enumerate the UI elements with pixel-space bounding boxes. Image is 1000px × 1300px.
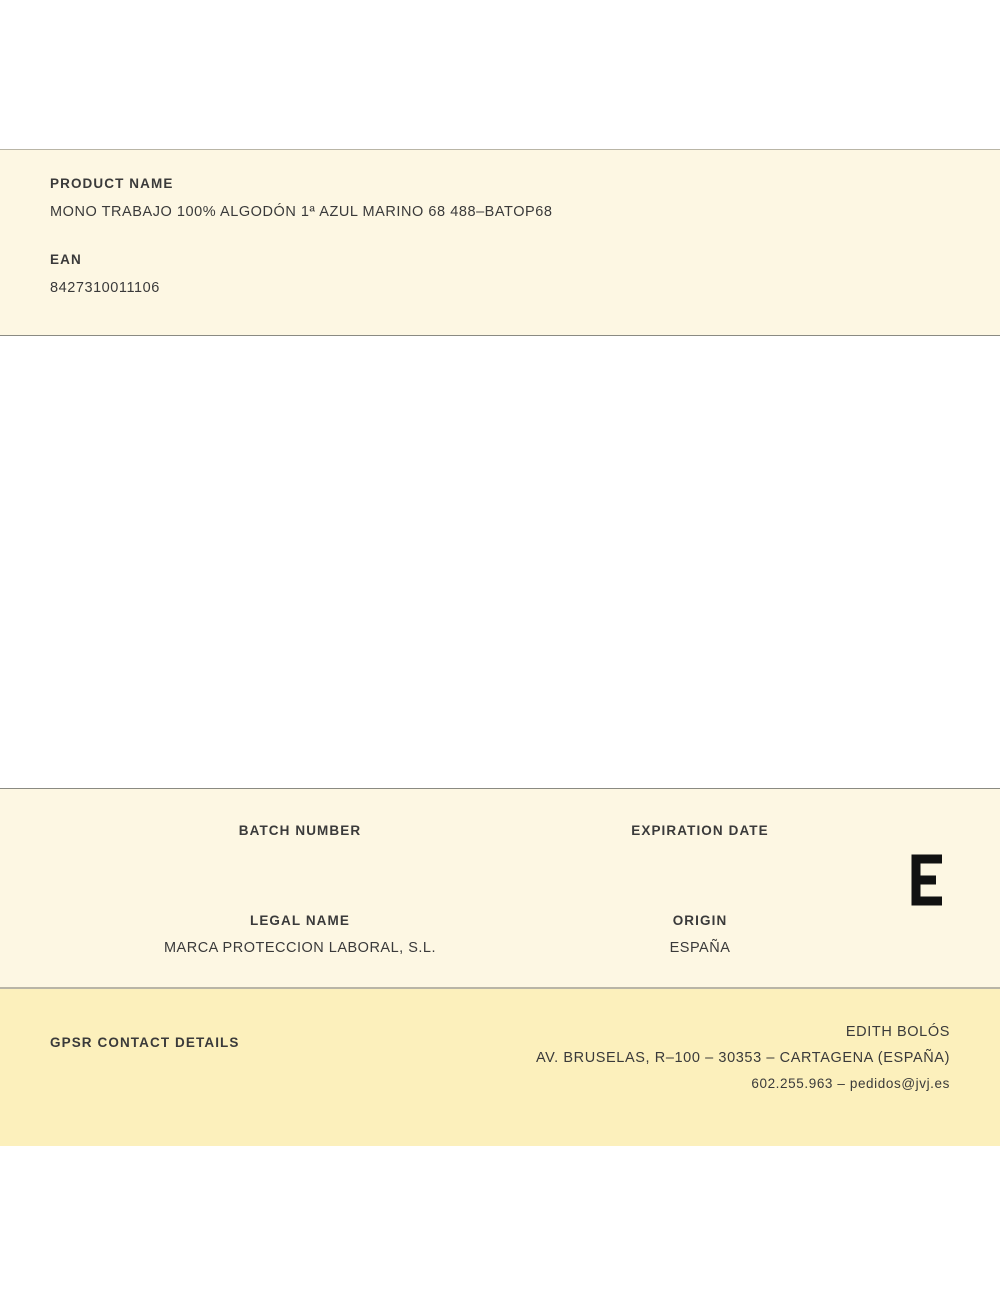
ean-label: EAN <box>50 252 82 267</box>
product-info-block <box>0 149 1000 336</box>
batch-number-label: BATCH NUMBER <box>238 823 362 838</box>
origin-label: ORIGIN <box>672 913 728 928</box>
gpsr-contact-block <box>0 988 1000 1146</box>
legal-name-value: MARCA PROTECCION LABORAL, S.L. <box>163 940 437 956</box>
gpsr-contact-lines <box>536 1019 950 1097</box>
gpsr-contact-name: EDITH BOLÓS <box>845 1024 950 1040</box>
origin-cell <box>600 913 1000 956</box>
gpsr-contact-label: GPSR CONTACT DETAILS <box>50 1035 240 1050</box>
legal-origin-row <box>0 913 1000 956</box>
legal-name-cell <box>0 913 600 956</box>
expiration-date-label: EXPIRATION DATE <box>631 823 769 838</box>
expiration-date-cell <box>600 823 1000 850</box>
gpsr-contact-phone-email: 602.255.963 – pedidos@jvj.es <box>751 1076 950 1091</box>
blank-bottom-area <box>0 1146 1000 1300</box>
ce-marking-icon <box>854 849 950 911</box>
batch-expiration-row <box>0 823 1000 850</box>
origin-value: ESPAÑA <box>669 940 731 956</box>
product-name-value: MONO TRABAJO 100% ALGODÓN 1ª AZUL MARINO 68 488–BATOP68 <box>50 204 553 220</box>
blank-middle-area <box>0 336 1000 788</box>
legal-name-label: LEGAL NAME <box>249 913 350 928</box>
gpsr-contact-address: AV. BRUSELAS, R–100 – 30353 – CARTAGENA (ESPAÑA) <box>535 1050 950 1066</box>
manufacturing-details-block <box>0 788 1000 988</box>
product-info-inner <box>0 150 1000 296</box>
product-name-label: PRODUCT NAME <box>50 176 174 191</box>
spacer <box>50 220 950 252</box>
ean-value: 8427310011106 <box>50 280 160 296</box>
batch-number-cell <box>0 823 600 850</box>
